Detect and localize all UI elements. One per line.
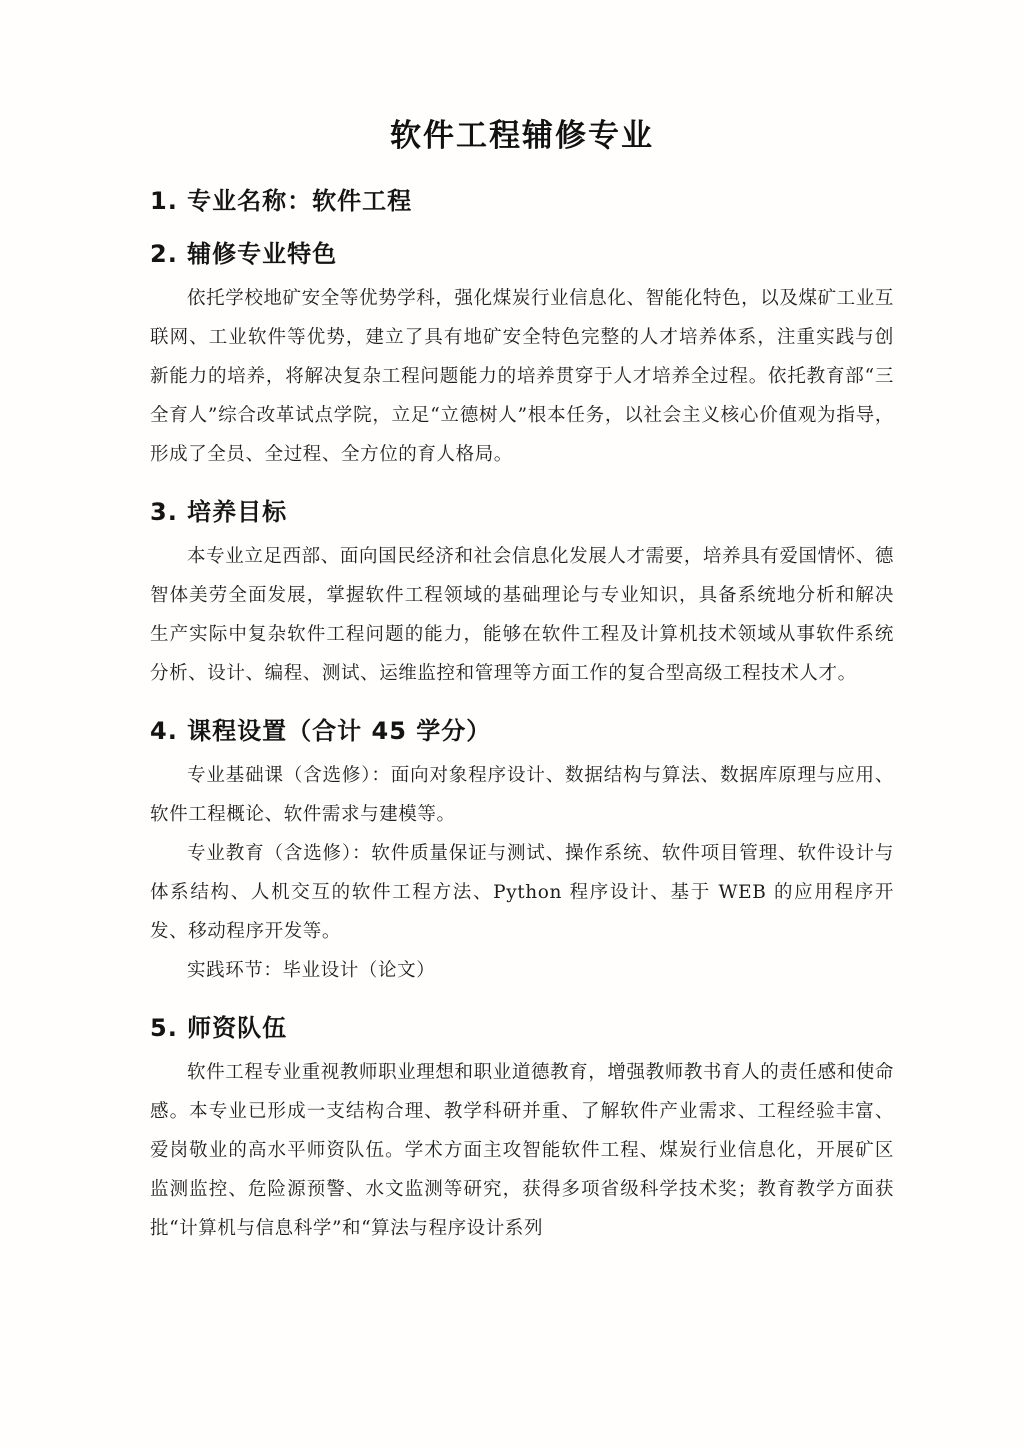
paragraph: 实践环节：毕业设计（论文） (187, 960, 436, 981)
paragraph: 依托学校地矿安全等优势学科，强化煤炭行业信息化、智能化特色，以及煤矿工业互联网、工业软件等优势，建立了具有地矿安全特色完整的人才培养体系，注重实践与创新能力的培养，将解决复杂工程问题能力的培养贯穿于人才培养全过程。依托教育部“三全育人”综合改革试点学院，立足“立德树人”根本任务，以社会主义核心价值观为指导，形成了全员、全过程、全方位的育人格局。 (150, 288, 894, 465)
section-heading-4: 4. 课程设置（合计 45 学分） (150, 717, 492, 745)
paragraph: 专业教育（含选修）：软件质量保证与测试、操作系统、软件项目管理、软件设计与体系结构、人机交互的软件工程方法、Python 程序设计、基于 WEB 的应用程序开发、移动程序开发等。 (150, 843, 894, 942)
page-title: 软件工程辅修专业 (390, 118, 654, 154)
section-body-4 (150, 756, 894, 990)
paragraph: 本专业立足西部、面向国民经济和社会信息化发展人才需要，培养具有爱国情怀、德智体美劳全面发展，掌握软件工程领域的基础理论与专业知识，具备系统地分析和解决生产实际中复杂软件工程问题的能力，能够在软件工程及计算机技术领域从事软件系统分析、设计、编程、测试、运维监控和管理等方面工作的复合型高级工程技术人才。 (150, 546, 894, 684)
section-heading-1: 1. 专业名称：软件工程 (150, 187, 413, 215)
paragraph: 专业基础课（含选修）：面向对象程序设计、数据结构与算法、数据库原理与应用、软件工程概论、软件需求与建模等。 (150, 765, 894, 825)
section-heading-3: 3. 培养目标 (150, 498, 288, 526)
section-body-2 (150, 279, 894, 474)
section-body-5 (150, 1053, 894, 1248)
paragraph: 软件工程专业重视教师职业理想和职业道德教育，增强教师教书育人的责任感和使命感。本专业已形成一支结构合理、教学科研并重、了解软件产业需求、工程经验丰富、爱岗敬业的高水平师资队伍。学术方面主攻智能软件工程、煤炭行业信息化，开展矿区监测监控、危险源预警、水文监测等研究，获得多项省级科学技术奖；教育教学方面获批“计算机与信息科学”和“算法与程序设计系列 (150, 1062, 894, 1239)
section-body-3 (150, 537, 894, 693)
section-heading-2: 2. 辅修专业特色 (150, 240, 338, 268)
section-heading-5: 5. 师资队伍 (150, 1014, 288, 1042)
